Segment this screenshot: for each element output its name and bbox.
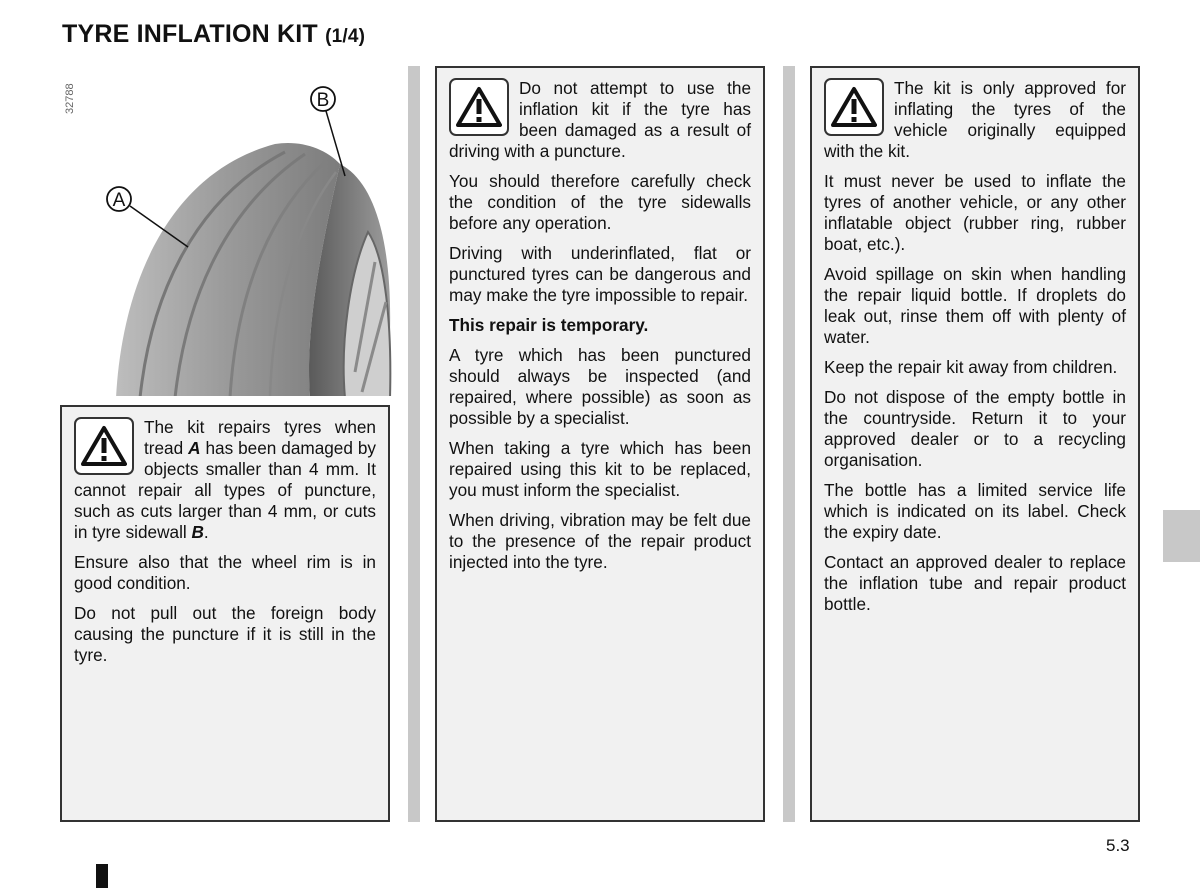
paragraph: The bottle has a limited service life which is indicated on its label. Check the expiry date. [824,480,1126,542]
paragraph: When driving, vibration may be felt due to the presence of the repair product injected into the tyre. [449,510,751,572]
paragraph: Do not pull out the foreign body causing the puncture if it is still in the tyre. [74,603,376,665]
warning-text: The kit is only approved for inflating the tyres of the vehicle originally equipped with the kit. [824,78,1126,161]
warning-triangle-icon [824,78,884,136]
paragraph: Contact an approved dealer to replace the inflation tube and repair product bottle. [824,552,1126,614]
column-divider [408,66,420,822]
paragraph: It must never be used to inflate the tyres of another vehicle, or any other inflatable object (rubber ring, rubber boat, etc.). [824,171,1126,254]
section-tab [1163,510,1200,562]
page-title-text: TYRE INFLATION KIT [62,20,318,48]
paragraph: Ensure also that the wheel rim is in good condition. [74,552,376,593]
page-number: 5.3 [1106,836,1130,855]
warning-box-damaged-tyre [435,66,765,822]
paragraph: When taking a tyre which has been repaired using this kit to be replaced, you must inform the specialist. [449,438,751,500]
paragraph: Driving with underinflated, flat or punctured tyres can be dangerous and may make the tyre impossible to repair. [449,243,751,305]
callout-b-label: B [316,90,330,111]
crop-mark [96,864,108,888]
tread-reference: A [188,438,201,458]
paragraph: Avoid spillage on skin when handling the repair liquid bottle. If droplets do leak out, rinse them off with plenty of water. [824,264,1126,347]
page-title [62,20,365,49]
warning-box-kit-approval [810,66,1140,822]
column-divider [783,66,795,822]
sidewall-reference: B [191,522,204,542]
warning-triangle-icon [74,417,134,475]
paragraph: A tyre which has been punctured should always be inspected (and repaired, where possible) as soon as possible by a specialist. [449,345,751,428]
warning-triangle-icon [449,78,509,136]
page-title-part: (1/4) [325,26,366,47]
paragraph: You should therefore carefully check the condition of the tyre sidewalls before any operation. [449,171,751,233]
warning-text: The kit repairs tyres when tread A has been damaged by objects smaller than 4 mm. It cannot repair all types of puncture, such as cuts larger than 4 mm, or cuts in tyre sidewall B. [74,417,377,542]
callout-a-label: A [112,190,126,211]
warning-box-kit-limits [60,405,390,822]
figure-reference-code: 32788 [64,83,76,114]
tyre-illustration [100,72,400,398]
paragraph: Do not dispose of the empty bottle in the countryside. Return it to your approved dealer or to a recycling organisation. [824,387,1126,470]
paragraph-emphasis: This repair is temporary. [449,315,649,335]
warning-text: Do not attempt to use the inflation kit if the tyre has been damaged as a result of driving with a puncture. [449,78,751,161]
paragraph: Keep the repair kit away from children. [824,357,1118,377]
